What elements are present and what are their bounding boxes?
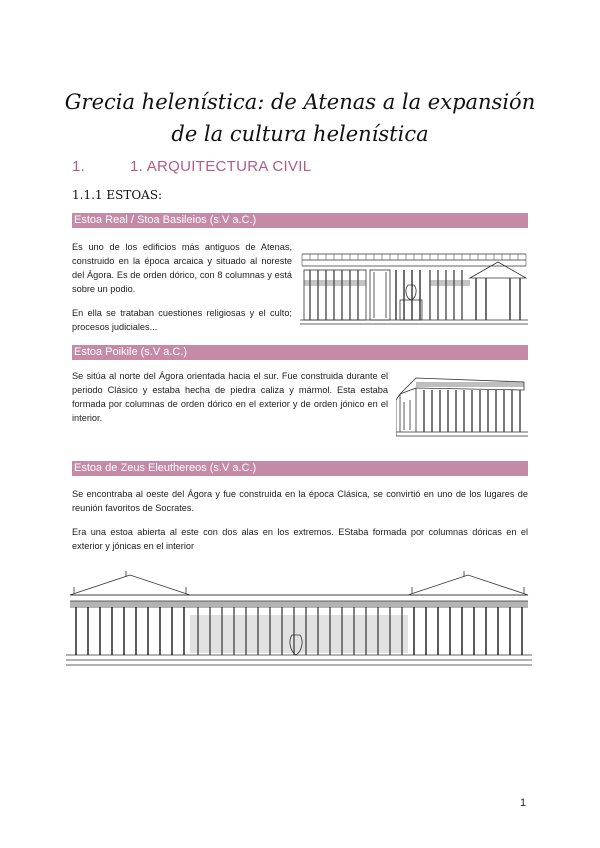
stoa-poikile-text	[72, 369, 388, 435]
stoa-zeus-text	[72, 487, 528, 563]
section-heading	[72, 158, 311, 175]
stoa-real-illustration	[300, 240, 528, 335]
section-number: 1.	[72, 158, 86, 175]
stoa-poikile-illustration	[396, 372, 528, 440]
stoa-zeus-paragraph-1: Se encontraba al oeste del Ágora y fue construida en la época Clásica, se convirtió en uno de los lugares de reunión favoritos de Socrates.	[72, 489, 528, 513]
stoa-real-text	[72, 240, 292, 344]
stoa-real-paragraph-2: En ella se trataban cuestiones religiosas y el culto; procesos judiciales...	[72, 308, 292, 332]
page-number: 1	[520, 797, 527, 809]
page-title: Grecia helenística: de Atenas a la expansión de la cultura helenística	[64, 90, 536, 146]
stoa-real-paragraph-1: Es uno de los edificios más antiguos de Atenas, construido en la época arcaica y situado al noreste del Ágora. Es de orden dórico, con 8 columnas y está sobre un podio.	[72, 242, 292, 294]
stoa-poikile-heading: Estoa Poikile (s.V a.C.)	[72, 345, 528, 360]
stoa-real-heading: Estoa Real / Stoa Basileios (s.V a.C.)	[72, 213, 528, 228]
section-label: 1. ARQUITECTURA CIVIL	[130, 158, 312, 175]
stoa-zeus-paragraph-2: Era una estoa abierta al este con dos alas en los extremos. EStaba formada por columnas dóricas en el exterior y jónicas en el interior	[72, 527, 528, 551]
stoa-poikile-paragraph-1: Se sitúa al norte del Ágora orientada hacia el sur. Fue construida durante el periodo Clásico y estaba hecha de piedra caliza y mármol. Esta estaba formada por columnas de orden dórico en el exterior y de orden jónico en el interior.	[72, 371, 388, 423]
subsection-heading: 1.1.1 ESTOAS:	[72, 188, 163, 202]
stoa-zeus-heading: Estoa de Zeus Eleuthereos (s.V a.C.)	[72, 461, 528, 476]
stoa-zeus-illustration	[66, 565, 532, 680]
